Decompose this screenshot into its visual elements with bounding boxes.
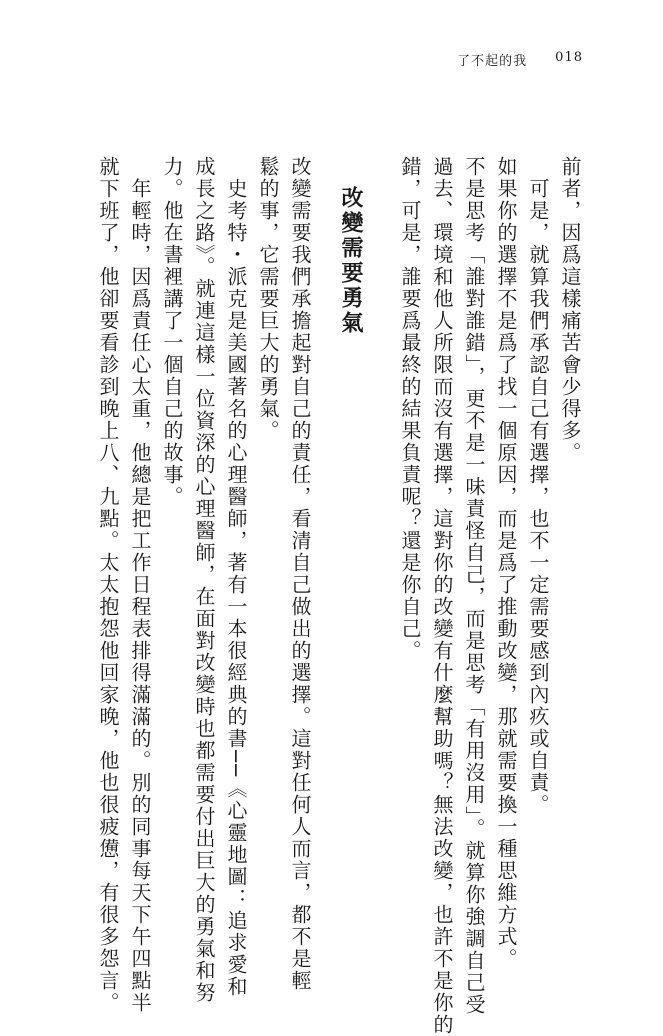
page-number: 018 bbox=[555, 50, 583, 65]
text-line: 錯，可是，誰要爲最終的結果負責呢？還是你自己。 bbox=[398, 156, 422, 662]
text-line: 可是，就算我們承認自己有選擇，也不一定需要感到內疚或自責。 bbox=[526, 156, 550, 816]
running-title: 了不起的我 bbox=[457, 54, 528, 69]
text-line: 鬆的事，它需要巨大的勇氣。 bbox=[256, 156, 280, 442]
text-line: 過去、環境和他人所限而沒有選擇，這對你的改變有什麼幫助嗎？無法改變，也許不是你的 bbox=[430, 156, 454, 1036]
text-line: 年輕時，因爲責任心太重，他總是把工作日程表排得滿滿的。別的同事每天下午四點半 bbox=[128, 156, 152, 1014]
text-line: 不是思考「誰對誰錯」，更不是一味責怪自己，而是思考「有用沒用」。就算你強調自己受 bbox=[462, 156, 486, 1016]
text-line: 如果你的選擇不是爲了找一個原因，而是爲了推動改變，那就需要換一種思維方式。 bbox=[494, 156, 518, 970]
text-line: 史考特・派克是美國著名的心理醫師，著有一本很經典的書──《心靈地圖：追求愛和 bbox=[224, 156, 248, 999]
page-header bbox=[457, 50, 583, 69]
section-heading: 改變需要勇氣 bbox=[338, 186, 363, 336]
text-line: 前者，因爲這樣痛苦會少得多。 bbox=[558, 156, 582, 464]
text-line: 成長之路》。就連這樣一位資深的心理醫師，在面對改變時也都需要付出巨大的勇氣和努 bbox=[192, 156, 216, 1004]
text-line: 改變需要我們承擔起對自己的責任，看清自己做出的選擇。這對任何人而言，都不是輕 bbox=[288, 156, 312, 992]
text-line: 力。他在書裡講了一個自己的故事。 bbox=[160, 156, 184, 508]
text-line: 就下班了，他卻要看診到晚上八、九點。太太抱怨他回家晚，他也很疲憊，有很多怨言。 bbox=[96, 156, 120, 1014]
